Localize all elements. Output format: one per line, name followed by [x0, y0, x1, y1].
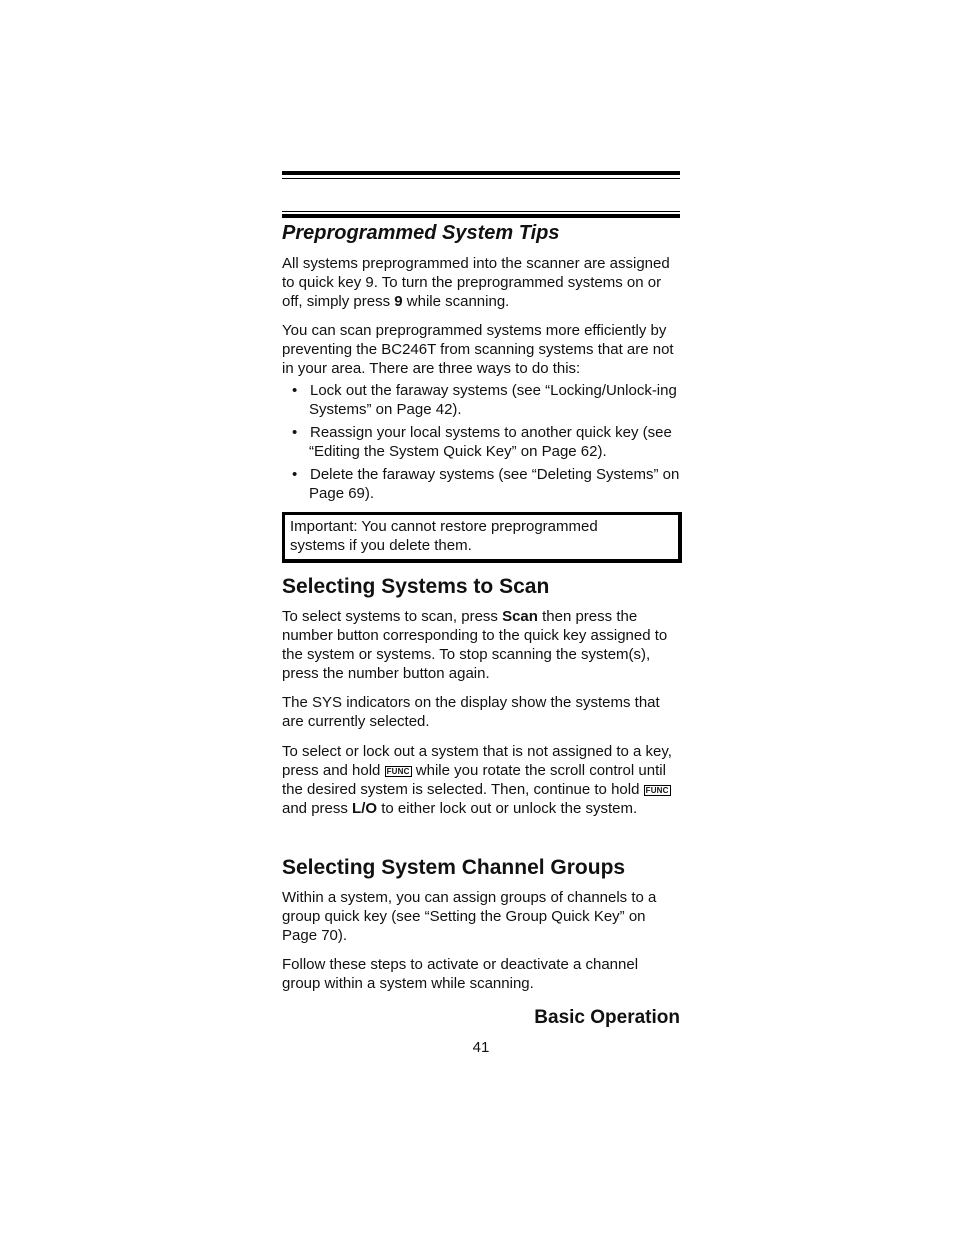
select-p1-text-a: To select systems to scan, press: [282, 608, 503, 625]
tips-bullet-list: [282, 381, 680, 507]
tips-paragraph-2: You can scan preprogrammed systems more efficiently by preventing the BC246T from scanning systems that are not in your area. There are three ways to do this:: [282, 322, 674, 377]
header-rule-thin: [282, 178, 680, 179]
channel-groups-paragraph-1: Within a system, you can assign groups of channels to a group quick key (see “Setting the Group Quick Key” on Page 70).: [282, 889, 657, 944]
tips-paragraph-1: [282, 254, 680, 311]
select-p3-text-b: while you rotate the scroll control until the desired system is selected. Then, continue to hold: [282, 762, 666, 798]
tips-heading: Preprogrammed System Tips: [282, 222, 560, 244]
list-item: [282, 465, 680, 503]
channel-groups-paragraph-2: Follow these steps to activate or deactivate a channel group within a system while scanning.: [282, 956, 639, 992]
scan-key-label: Scan: [502, 608, 538, 625]
select-scan-heading: Selecting Systems to Scan: [282, 575, 550, 598]
channel-groups-heading: Selecting System Channel Groups: [282, 856, 626, 879]
select-p3-text-d: to either lock out or unlock the system.: [377, 800, 638, 817]
key-9-label: 9: [394, 293, 403, 310]
lo-key-label: L/O: [352, 800, 378, 817]
page-number: 41: [472, 1039, 490, 1056]
func-key-icon: FUNC: [386, 767, 410, 776]
select-p3-text-c: and press: [282, 800, 353, 817]
select-p1-text-b: then press the number button corresponding to the quick key assigned to the system or systems. To stop scanning the system(s), press the number button again.: [282, 608, 668, 682]
tips-p1-text-a: All systems preprogrammed into the scanner are assigned to quick key 9. To turn the preprogrammed systems on or off, simply press: [282, 255, 670, 310]
bullet-text: Delete the faraway systems (see “Deleting Systems” on Page 69).: [309, 466, 680, 502]
tips-p1-text-b: while scanning.: [402, 293, 510, 310]
bullet-text: Reassign your local systems to another quick key (see “Editing the System Quick Key” on Page 62).: [309, 424, 672, 460]
list-item: [282, 381, 680, 419]
bullet-text: Lock out the faraway systems (see “Locking/Unlock-ing Systems” on Page 42).: [309, 382, 677, 418]
important-note-box: [282, 512, 682, 563]
select-scan-paragraph-2: The SYS indicators on the display show the systems that are currently selected.: [282, 694, 660, 730]
list-item: [282, 423, 680, 461]
footer-section-title: Basic Operation: [534, 1007, 680, 1028]
bullet-icon: •: [292, 382, 298, 399]
section-rule-thin: [282, 211, 680, 212]
important-note-text: Important: You cannot restore preprogrammed systems if you delete them.: [290, 518, 598, 554]
select-scan-paragraph-3: [282, 742, 680, 818]
bullet-icon: •: [292, 466, 298, 483]
select-p3-text-a: To select or lock out a system that is not assigned to a key, press and hold: [282, 743, 672, 779]
header-rule-thick: [282, 171, 680, 175]
select-scan-paragraph-1: [282, 607, 680, 683]
func-key-icon: FUNC: [645, 786, 669, 795]
bullet-icon: •: [292, 424, 298, 441]
section-rule-thick: [282, 214, 680, 218]
